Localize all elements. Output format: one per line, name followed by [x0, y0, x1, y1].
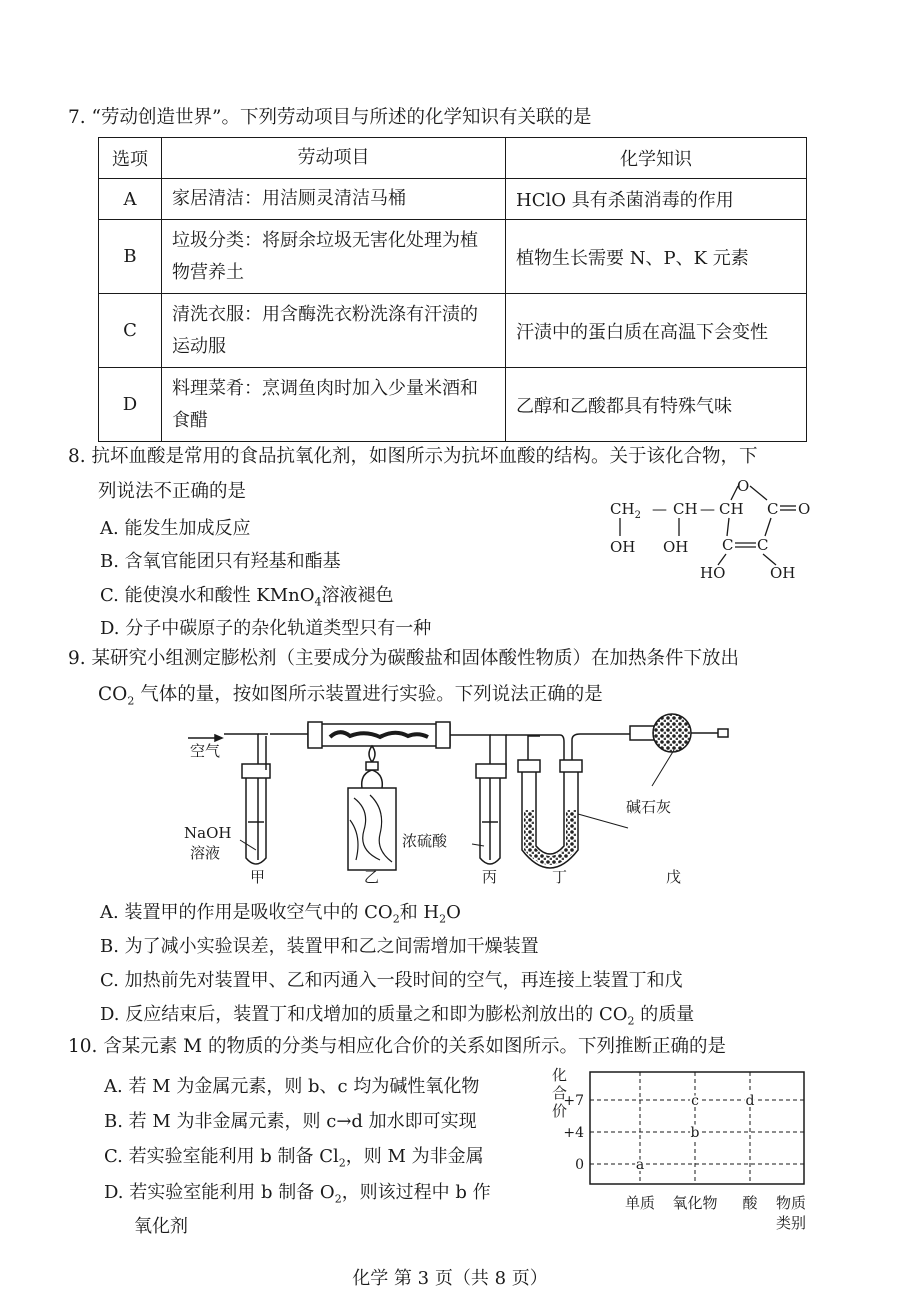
q9-option-b: B. 为了减小实验误差，装置甲和乙之间需增加干燥装置 — [100, 936, 539, 957]
x-category-label: 氧化物 — [672, 1194, 718, 1212]
label-bing: 丙 — [482, 868, 498, 886]
label-naoh-solution: 溶液 — [190, 844, 221, 862]
header-option: 选项 — [99, 138, 162, 179]
atom-c-right: C — [757, 536, 769, 554]
row-work: 清洗衣服：用含酶洗衣粉洗涤有汗渍的运动服 — [162, 294, 506, 368]
row-option: A — [99, 179, 162, 220]
atom-o-ring: O — [737, 477, 750, 495]
atom-o-carbonyl: O — [798, 500, 811, 518]
row-knowledge: 乙醇和乙酸都具有特殊气味 — [506, 368, 807, 442]
x-category-label: 单质 — [624, 1194, 656, 1212]
q8-stem-line2: 列说法不正确的是 — [98, 481, 247, 502]
ascorbic-acid-structure — [600, 470, 820, 585]
row-work: 垃圾分类：将厨余垃圾无害化处理为植物营养土 — [162, 220, 506, 294]
label-conc-h2so4: 浓硫酸 — [402, 832, 448, 850]
label-air: 空气 — [190, 742, 221, 760]
experiment-apparatus — [180, 710, 740, 890]
chart-y-ticks — [563, 1093, 584, 1173]
chart-ylabel: 化合价 — [552, 1066, 568, 1120]
q9-stem-line2: $CO_2$ 气体的量，按如图所示装置进行实验。下列说法正确的是 — [98, 684, 603, 708]
atom-oh-3: OH — [770, 564, 796, 582]
q8-option-b: B. 含氧官能团只有羟基和酯基 — [100, 551, 341, 572]
x-category-label: 酸 — [742, 1194, 758, 1212]
q10-option-c: C. 若实验室能利用 b 制备 $Cl_2$，则 M 为非金属 — [104, 1146, 484, 1170]
chart-xlabel-1: 物质 — [776, 1194, 807, 1212]
chart-xlabel-2: 类别 — [776, 1214, 807, 1232]
header-knowledge: 化学知识 — [506, 138, 807, 179]
chart-points — [636, 1093, 755, 1173]
bonds — [620, 486, 796, 565]
atom-ch2: $CH_2$ — [610, 500, 641, 521]
q10-option-d-line2: 氧化剂 — [134, 1216, 188, 1237]
q8-stem-line1: 8. 抗坏血酸是常用的食品抗氧化剂，如图所示为抗坏血酸的结构。关于该化合物，下 — [68, 446, 758, 467]
q7-table — [98, 137, 807, 442]
label-soda-lime: 碱石灰 — [626, 798, 672, 816]
q9-stem-line1: 9. 某研究小组测定膨松剂（主要成分为碳酸盐和固体酸性物质）在加热条件下放出 — [68, 648, 740, 669]
row-work: 家居清洁：用洁厕灵清洁马桶 — [162, 179, 506, 220]
row-knowledge: 汗渍中的蛋白质在高温下会变性 — [506, 294, 807, 368]
q9-option-d: D. 反应结束后，装置丁和戊增加的质量之和即为膨松剂放出的 $CO_2$ 的质量 — [100, 1004, 695, 1028]
atom-ho: HO — [700, 564, 726, 582]
q9-option-a: A. 装置甲的作用是吸收空气中的 $CO_2$和 $H_2O$ — [100, 902, 461, 926]
table-header-row — [99, 138, 807, 179]
q8-option-a: A. 能发生加成反应 — [100, 518, 251, 539]
bond-dash: — — [700, 500, 715, 518]
table-row — [99, 220, 807, 294]
q8-option-d: D. 分子中碳原子的杂化轨道类型只有一种 — [100, 618, 432, 639]
atom-oh-2: OH — [663, 538, 689, 556]
label-yi: 乙 — [364, 868, 380, 886]
atom-ch: CH — [673, 500, 698, 518]
label-jia: 甲 — [250, 868, 266, 886]
q10-option-d-line1: D. 若实验室能利用 b 制备 $O_2$，则该过程中 b 作 — [104, 1182, 491, 1206]
atom-oh-1: OH — [610, 538, 636, 556]
row-knowledge: 植物生长需要 N、P、K 元素 — [506, 220, 807, 294]
q8-option-c: C. 能使溴水和酸性 KMnO$_4$溶液褪色 — [100, 585, 394, 609]
q9-option-c: C. 加热前先对装置甲、乙和丙通入一段时间的空气，再连接上装置丁和戊 — [100, 970, 683, 991]
y-tick-label: +4 — [563, 1125, 584, 1141]
q10-option-b: B. 若 M 为非金属元素，则 c→d 加水即可实现 — [104, 1111, 477, 1132]
row-option: C — [99, 294, 162, 368]
atom-c-carbonyl: C — [767, 500, 779, 518]
point-d: d — [745, 1093, 755, 1109]
atom-ch-ring: CH — [719, 500, 744, 518]
q10-option-a: A. 若 M 为金属元素，则 b、c 均为碱性氧化物 — [104, 1076, 480, 1097]
label-wu: 戊 — [666, 868, 682, 886]
row-work: 料理菜肴：烹调鱼肉时加入少量米酒和食醋 — [162, 368, 506, 442]
point-b: b — [690, 1125, 700, 1141]
table-row — [99, 368, 807, 442]
atom-c-left: C — [722, 536, 734, 554]
row-option: B — [99, 220, 162, 294]
row-knowledge: HClO 具有杀菌消毒的作用 — [506, 179, 807, 220]
label-ding: 丁 — [552, 868, 568, 886]
table-row — [99, 294, 807, 368]
y-tick-label: 0 — [575, 1157, 584, 1173]
header-work: 劳动项目 — [162, 138, 506, 179]
row-option: D — [99, 368, 162, 442]
page-footer: 化学 第 3 页（共 8 页） — [352, 1268, 548, 1289]
label-naoh: NaOH — [184, 824, 232, 842]
y-tick-label: +7 — [563, 1093, 584, 1109]
chart-x-categories — [625, 1194, 759, 1212]
q10-stem: 10. 含某元素 M 的物质的分类与相应化合价的关系如图所示。下列推断正确的是 — [68, 1036, 727, 1057]
table-row — [99, 179, 807, 220]
q7-stem: 7. “劳动创造世界”。下列劳动项目与所述的化学知识有关联的是 — [68, 107, 592, 128]
bond-dash: — — [652, 500, 667, 518]
point-c: c — [691, 1093, 699, 1109]
point-a: a — [635, 1157, 645, 1173]
valence-chart — [540, 1062, 830, 1237]
